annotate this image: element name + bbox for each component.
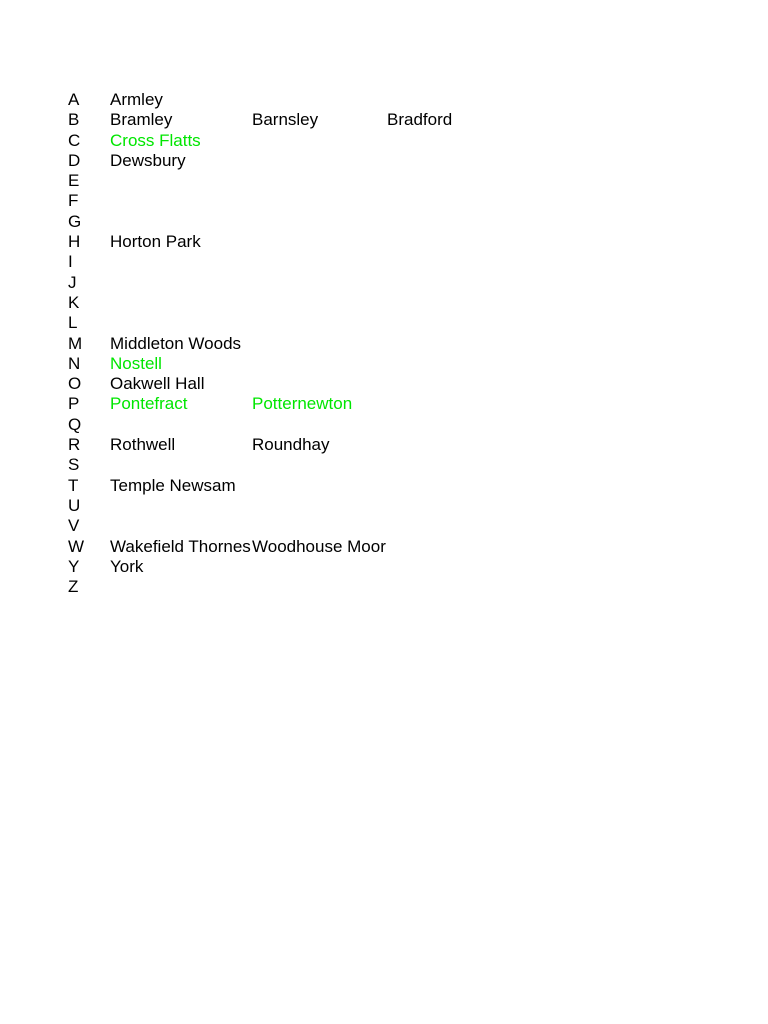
row-letter: D	[68, 150, 81, 170]
row-letter: M	[68, 333, 83, 353]
location-name: Roundhay	[252, 435, 330, 455]
location-name: York	[110, 556, 144, 576]
list-row-e	[68, 171, 708, 191]
list-row-i	[68, 252, 708, 272]
row-letter: K	[68, 292, 80, 312]
list-row-h	[68, 232, 708, 252]
list-row-b	[68, 110, 708, 130]
location-name: Oakwell Hall	[110, 374, 205, 394]
row-letter: C	[68, 130, 81, 150]
location-name: Potternewton	[252, 394, 353, 414]
list-row-s	[68, 455, 708, 475]
list-row-g	[68, 212, 708, 232]
list-row-a	[68, 90, 708, 110]
location-name: Bramley	[110, 110, 173, 130]
row-letter: Z	[68, 577, 79, 597]
list-row-t	[68, 476, 708, 496]
row-letter: V	[68, 516, 80, 536]
list-row-d	[68, 151, 708, 171]
row-letter: H	[68, 232, 81, 252]
row-letter: S	[68, 455, 80, 475]
row-letter: W	[68, 536, 85, 556]
list-row-z	[68, 577, 708, 597]
list-row-y	[68, 557, 708, 577]
location-name: Middleton Woods	[110, 333, 242, 353]
location-name: Wakefield Thornes	[110, 536, 251, 556]
row-letter: L	[68, 313, 78, 333]
location-name: Dewsbury	[110, 150, 186, 170]
location-name: Pontefract	[110, 394, 188, 414]
row-letter: B	[68, 110, 80, 130]
list-row-v	[68, 516, 708, 536]
row-letter: A	[68, 90, 80, 109]
list-row-j	[68, 273, 708, 293]
list-row-l	[68, 313, 708, 333]
list-row-u	[68, 496, 708, 516]
list-row-r	[68, 435, 708, 455]
row-letter: I	[68, 252, 73, 272]
location-name: Horton Park	[110, 232, 201, 252]
row-letter: Y	[68, 556, 80, 576]
location-name: Barnsley	[252, 110, 319, 130]
row-letter: N	[68, 353, 81, 373]
row-letter: R	[68, 435, 81, 455]
row-letter: G	[68, 211, 82, 231]
list-row-q	[68, 415, 708, 435]
alphabetical-location-list	[68, 90, 708, 597]
row-letter: U	[68, 495, 81, 515]
list-row-f	[68, 191, 708, 211]
list-row-p	[68, 394, 708, 414]
location-name: Bradford	[387, 110, 453, 130]
row-letter: E	[68, 171, 80, 191]
location-name: Nostell	[110, 353, 162, 373]
list-row-k	[68, 293, 708, 313]
row-letter: J	[68, 272, 77, 292]
location-name: Cross Flatts	[110, 130, 201, 150]
row-letter: O	[68, 374, 82, 394]
list-row-m	[68, 334, 708, 354]
list-row-c	[68, 131, 708, 151]
row-letter: P	[68, 394, 80, 414]
list-row-o	[68, 374, 708, 394]
row-letter: Q	[68, 414, 82, 434]
location-name: Armley	[110, 90, 163, 109]
location-name: Rothwell	[110, 435, 176, 455]
list-row-w	[68, 537, 708, 557]
location-name: Woodhouse Moor	[252, 536, 386, 556]
row-letter: F	[68, 191, 79, 211]
list-row-n	[68, 354, 708, 374]
location-name: Temple Newsam	[110, 475, 236, 495]
row-letter: T	[68, 475, 79, 495]
